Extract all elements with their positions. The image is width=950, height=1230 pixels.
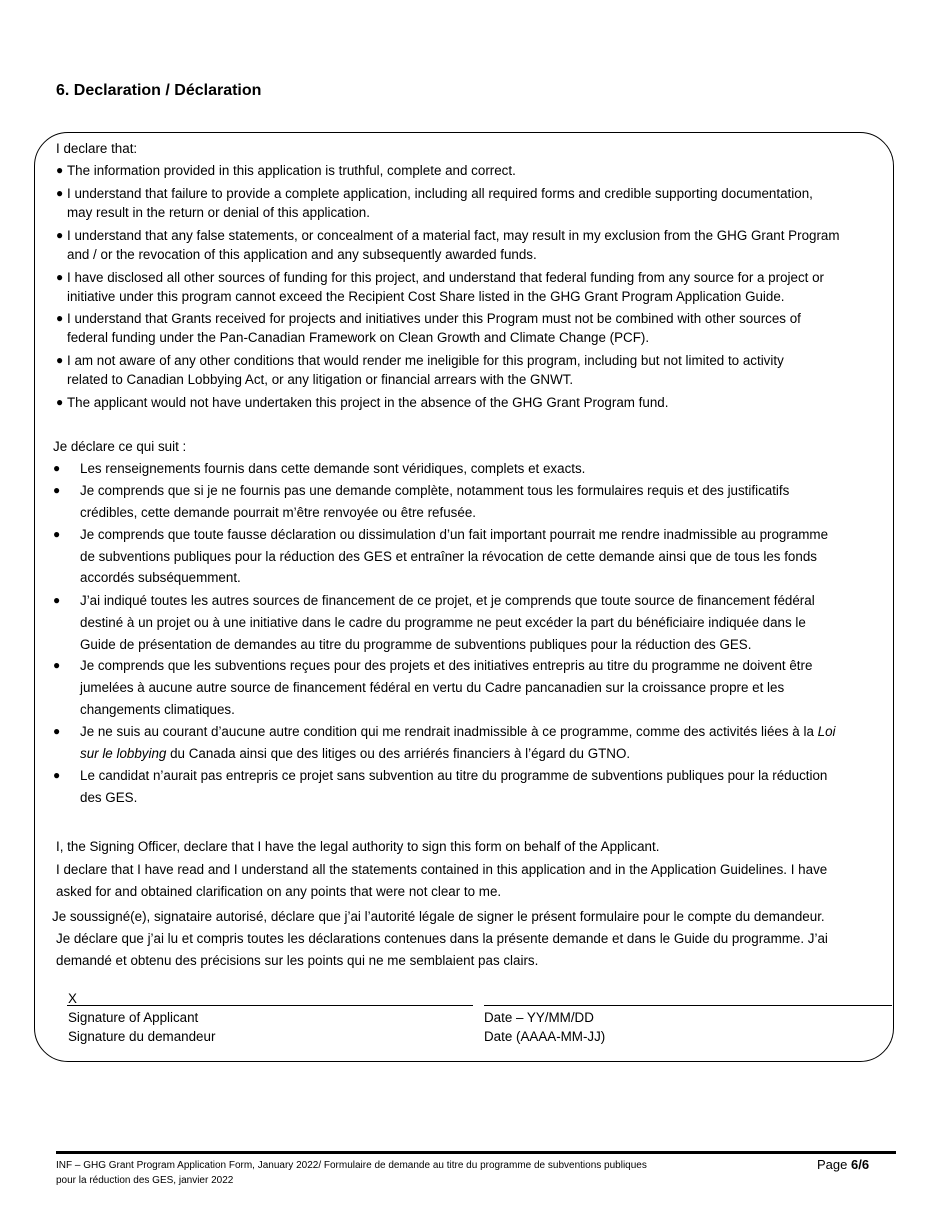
list-item-continued: des GES.: [80, 790, 138, 805]
bullet-icon: ●: [56, 353, 64, 367]
bullet-icon: ●: [56, 186, 64, 200]
bullet-icon: ●: [56, 270, 64, 284]
section-heading: 6. Declaration / Déclaration: [56, 82, 262, 99]
signing-statement-fr: demandé et obtenu des précisions sur les points qui ne me semblaient pas clairs.: [56, 953, 539, 968]
bullet-icon: ●: [53, 593, 61, 607]
list-item-continued: crédibles, cette demande pourrait m’être renvoyée ou être refusée.: [80, 505, 476, 520]
bullet-icon: ●: [53, 461, 61, 475]
date-field[interactable]: [484, 1005, 892, 1006]
signing-statement-fr: Je soussigné(e), signataire autorisé, déclare que j’ai l’autorité légale de signer le présent formulaire pour le compte du demandeur.: [52, 909, 825, 924]
list-item: I am not aware of any other conditions that would render me ineligible for this program, including but not limited to activity: [67, 353, 784, 368]
list-item: I have disclosed all other sources of funding for this project, and understand that federal funding from any source for a project or: [67, 270, 825, 285]
bullet-icon: ●: [56, 311, 64, 325]
list-item: I understand that Grants received for projects and initiatives under this Program must not be combined with other sources of: [67, 311, 801, 326]
list-item-continued: and / or the revocation of this application and any subsequently awarded funds.: [67, 247, 537, 262]
list-item-continued: jumelées à aucune autre source de financement fédéral en vertu du Cadre pancanadien sur la croissance propre et les: [80, 680, 785, 695]
act-name-italic: Loi: [817, 724, 836, 739]
list-item: Je comprends que si je ne fournis pas une demande complète, notamment tous les formulaires requis et des justificatifs: [80, 483, 790, 498]
list-item: Le candidat n’aurait pas entrepris ce projet sans subvention au titre du programme de subventions publiques pour la réduction: [80, 768, 828, 783]
list-item-text: du Canada ainsi que des litiges ou des arriérés financiers à l’égard du GTNO.: [170, 746, 631, 761]
bullet-icon: ●: [53, 658, 61, 672]
list-item-continued: destiné à un projet ou à une initiative dans le cadre du programme ne peut excéder la part du bénéficiaire indiquée dans le: [80, 615, 806, 630]
bullet-icon: ●: [53, 483, 61, 497]
list-item: Je comprends que les subventions reçues pour des projets et des initiatives entrepris au titre du programme ne doivent être: [80, 658, 813, 673]
signature-mark: X: [68, 991, 77, 1006]
list-item-continued: federal funding under the Pan-Canadian Framework on Clean Growth and Climate Change (PCF).: [67, 330, 650, 345]
signing-statement-en: asked for and obtained clarification on any points that were not clear to me.: [56, 884, 502, 899]
list-item-continued: de subventions publiques pour la réduction des GES et entraîner la révocation de cette demande ainsi que de tous les fonds: [80, 549, 817, 564]
list-item-text: Je ne suis au courant d’aucune autre condition qui me rendrait inadmissible à ce programme, comme des activités liées à la: [80, 724, 814, 739]
list-item-continued: accordés subséquemment.: [80, 570, 241, 585]
signature-label-fr: Signature du demandeur: [68, 1029, 216, 1044]
bullet-icon: ●: [56, 163, 64, 177]
bullet-icon: ●: [53, 527, 61, 541]
list-item: I understand that any false statements, or concealment of a material fact, may result in my exclusion from the GHG Grant Program: [67, 228, 840, 243]
list-item-continued: initiative under this program cannot exceed the Recipient Cost Share listed in the GHG Grant Program Application Guide.: [67, 289, 785, 304]
date-label-en: Date – YY/MM/DD: [484, 1010, 594, 1025]
list-item: [80, 722, 836, 741]
list-item-continued: [80, 744, 630, 763]
signing-statement-en: I declare that I have read and I understand all the statements contained in this application and in the Application Guidelines. I have: [56, 862, 828, 877]
english-intro: I declare that:: [56, 141, 138, 156]
list-item: J’ai indiqué toutes les autres sources de financement de ce projet, et je comprends que toute source de financement fédéral: [80, 593, 815, 608]
page-count: 6/6: [851, 1157, 870, 1172]
footer-text: INF – GHG Grant Program Application Form, January 2022/ Formulaire de demande au titre du programme de subventions publiques: [56, 1160, 647, 1171]
footer-divider: [56, 1151, 896, 1154]
list-item-continued: related to Canadian Lobbying Act, or any litigation or financial arrears with the GNWT.: [67, 372, 574, 387]
page-number: [817, 1157, 869, 1172]
list-item-continued: Guide de présentation de demandes au titre du programme de subventions publiques pour la réduction des GES.: [80, 637, 752, 652]
date-label-fr: Date (AAAA-MM-JJ): [484, 1029, 606, 1044]
list-item: Je comprends que toute fausse déclaration ou dissimulation d’un fait important pourrait me rendre inadmissible au programme: [80, 527, 829, 542]
list-item: I understand that failure to provide a complete application, including all required forms and credible supporting documentation,: [67, 186, 813, 201]
act-name-italic: sur le lobbying: [80, 746, 167, 761]
signature-label-en: Signature of Applicant: [68, 1010, 199, 1025]
bullet-icon: ●: [56, 395, 64, 409]
bullet-icon: ●: [53, 724, 61, 738]
list-item: The information provided in this application is truthful, complete and correct.: [67, 163, 516, 178]
list-item-continued: may result in the return or denial of this application.: [67, 205, 370, 220]
page-label: Page: [817, 1157, 848, 1172]
list-item-continued: changements climatiques.: [80, 702, 235, 717]
footer-text: pour la réduction des GES, janvier 2022: [56, 1175, 234, 1186]
bullet-icon: ●: [53, 768, 61, 782]
bullet-icon: ●: [56, 228, 64, 242]
signing-statement-en: I, the Signing Officer, declare that I have the legal authority to sign this form on behalf of the Applicant.: [56, 839, 660, 854]
signature-field[interactable]: [67, 1005, 473, 1006]
french-intro: Je déclare ce qui suit :: [53, 439, 187, 454]
list-item: The applicant would not have undertaken this project in the absence of the GHG Grant Program fund.: [67, 395, 669, 410]
list-item: Les renseignements fournis dans cette demande sont véridiques, complets et exacts.: [80, 461, 586, 476]
signing-statement-fr: Je déclare que j’ai lu et compris toutes les déclarations contenues dans la présente demande et dans le Guide du programme. J’ai: [56, 931, 828, 946]
